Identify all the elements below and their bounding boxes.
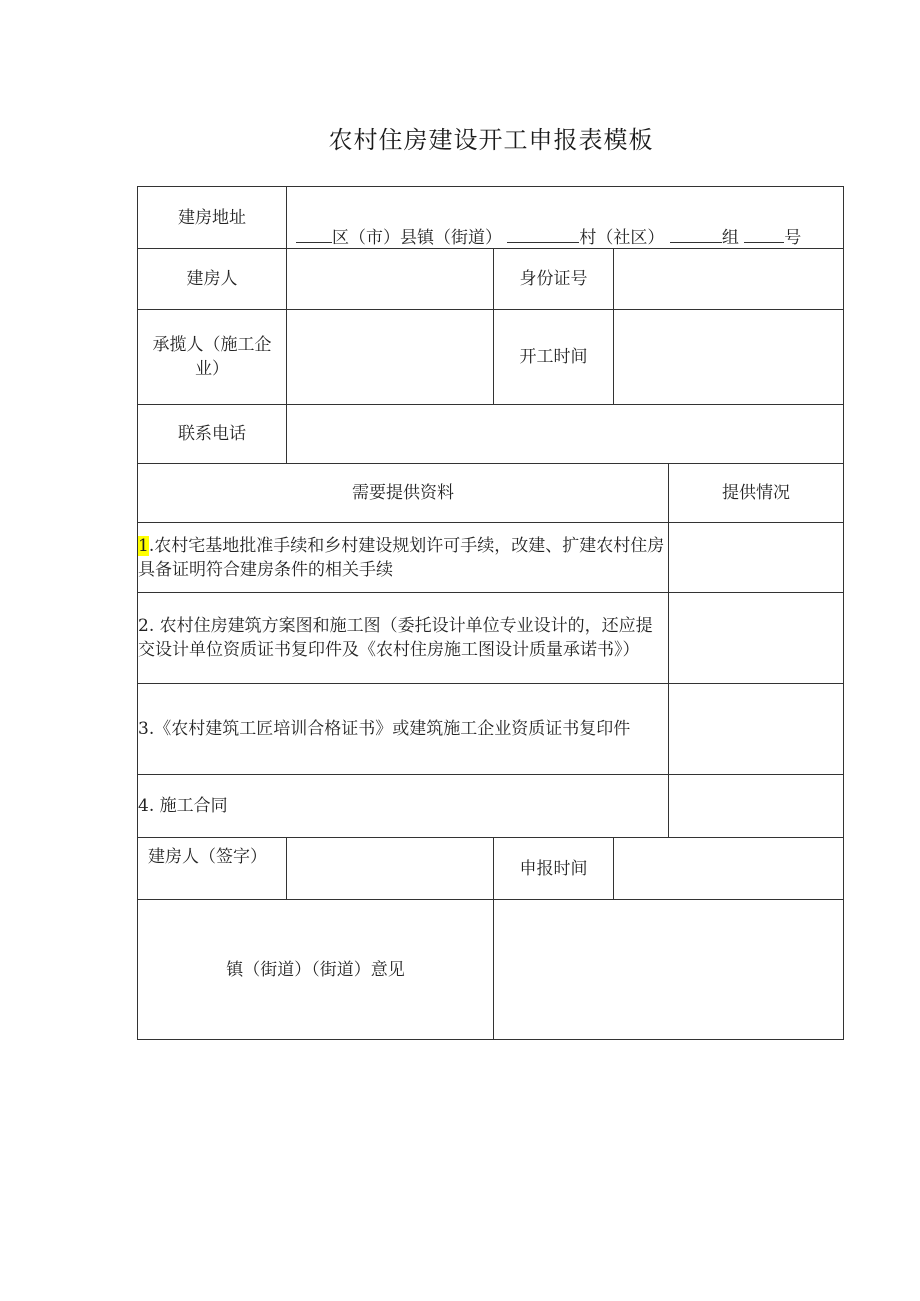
address-part1: 区（市）县镇（街道） bbox=[332, 228, 502, 248]
builder-signature-field[interactable] bbox=[287, 838, 493, 899]
address-part2: 村（社区） bbox=[579, 228, 665, 248]
phone-label: 联系电话 bbox=[178, 424, 246, 444]
address-field[interactable] bbox=[296, 224, 844, 250]
builder-label: 建房人 bbox=[186, 269, 238, 289]
district-blank[interactable] bbox=[296, 224, 332, 243]
declaration-time-label: 申报时间 bbox=[519, 858, 588, 879]
material-status-1[interactable] bbox=[669, 523, 843, 592]
id-number-field[interactable] bbox=[614, 249, 843, 309]
material-item-1 bbox=[138, 523, 668, 592]
table-border-bottom bbox=[137, 1039, 844, 1040]
material-item-4 bbox=[138, 775, 668, 837]
material-status-2[interactable] bbox=[669, 593, 843, 683]
id-number-label: 身份证号 bbox=[519, 269, 588, 289]
materials-header: 需要提供资料 bbox=[352, 483, 454, 503]
material-item-2 bbox=[138, 593, 668, 683]
builder-field[interactable] bbox=[287, 249, 493, 309]
address-part3: 组 bbox=[721, 228, 739, 248]
address-part4: 号 bbox=[784, 228, 802, 248]
builder-signature-label: 建房人（签字） bbox=[148, 847, 267, 867]
status-header: 提供情况 bbox=[722, 483, 790, 503]
phone-field[interactable] bbox=[287, 405, 843, 463]
material-status-3[interactable] bbox=[669, 684, 843, 774]
material-text: 4. 施工合同 bbox=[138, 796, 228, 816]
table-border-right bbox=[843, 186, 844, 1040]
contractor-label: 承揽人（施工企业） bbox=[152, 335, 272, 379]
page-title: 农村住房建设开工申报表模板 bbox=[328, 126, 654, 154]
declaration-time-field[interactable] bbox=[614, 838, 843, 899]
village-blank[interactable] bbox=[507, 224, 579, 243]
start-time-label: 开工时间 bbox=[519, 347, 588, 367]
town-opinion-field[interactable] bbox=[494, 900, 843, 1039]
contractor-field[interactable] bbox=[287, 310, 493, 404]
start-time-field[interactable] bbox=[614, 310, 843, 404]
group-blank[interactable] bbox=[670, 224, 722, 243]
material-text: .农村宅基地批准手续和乡村建设规划许可手续，改建、扩建农村住房具备证明符合建房条件的相关手续 bbox=[138, 535, 665, 580]
material-item-3 bbox=[138, 684, 668, 774]
material-text: 3.《农村建筑工匠培训合格证书》或建筑施工企业资质证书复印件 bbox=[138, 719, 631, 739]
address-label: 建房地址 bbox=[178, 207, 246, 228]
material-text: 2. 农村住房建筑方案图和施工图（委托设计单位专业设计的，还应提交设计单位资质证书复印件及《农村住房施工图设计质量承诺书》） bbox=[138, 616, 653, 660]
highlighted-number: 1 bbox=[138, 535, 149, 556]
town-opinion-label: 镇（街道）（街道）意见 bbox=[226, 959, 405, 980]
material-status-4[interactable] bbox=[669, 775, 843, 837]
number-blank[interactable] bbox=[744, 224, 784, 243]
